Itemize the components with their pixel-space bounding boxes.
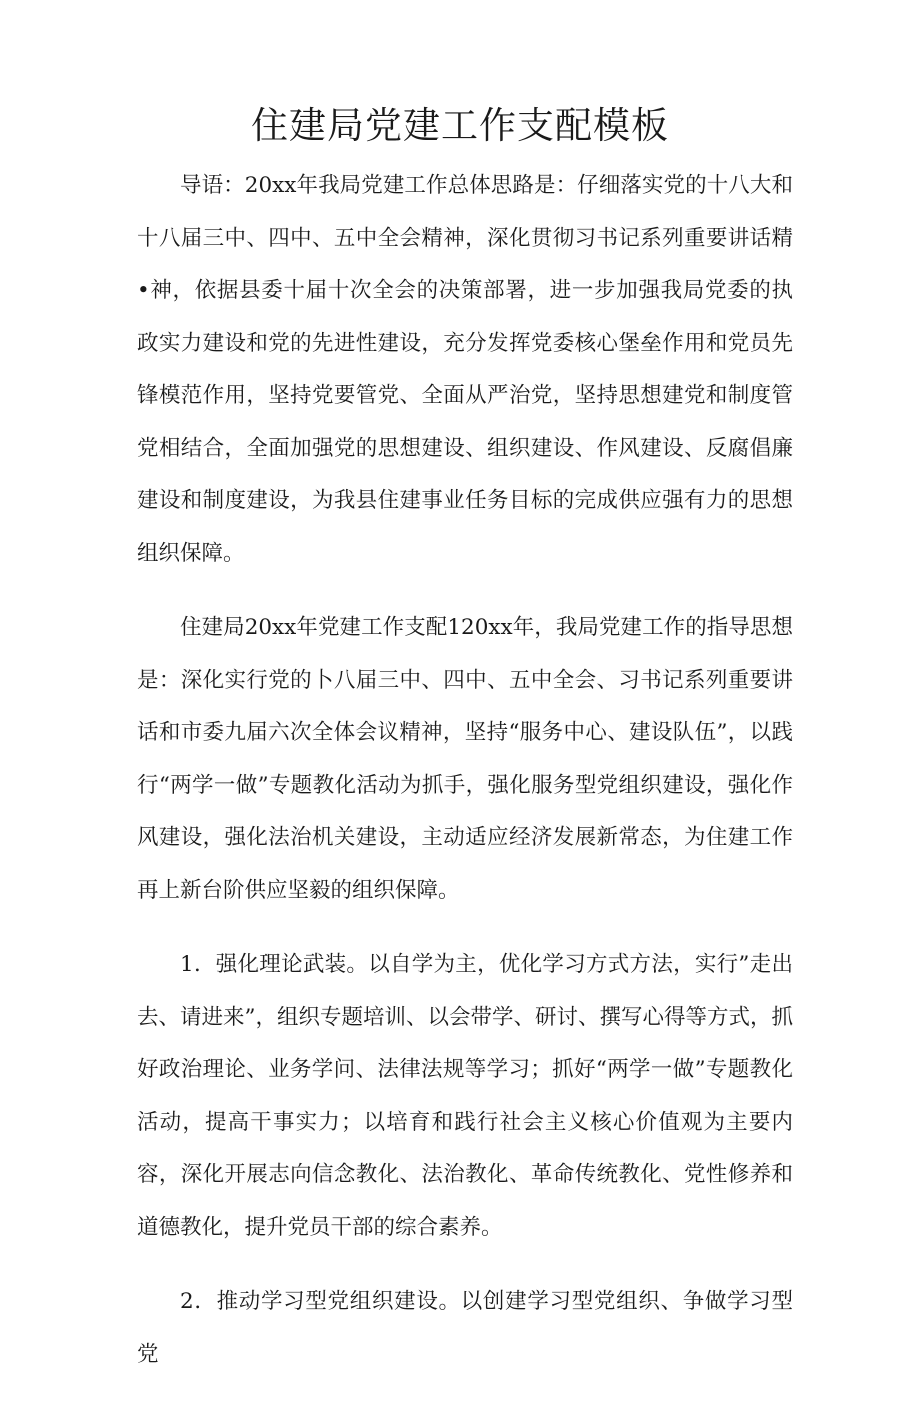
paragraph-intro: 导语：20xx年我局党建工作总体思路是：仔细落实党的十八大和十八届三中、四中、五中全会精神，深化贯彻习书记系列重要讲话精•神，依据县委十届十次全会的决策部署，进一步加强我局党委的执政实力建设和党的先进性建设，充分发挥党委核心堡垒作用和党员先锋模范作用，坚持党要管党、全面从严治党，坚持思想建党和制度管党相结合，全面加强党的思想建设、组织建设、作风建设、反腐倡廉建设和制度建设，为我县住建事业任务目标的完成供应强有力的思想组织保障。 — [137, 173, 793, 566]
paragraph-item-2: 2．推动学习型党组织建设。以创建学习型党组织、争做学习型党 — [137, 1289, 793, 1367]
document-title: 住建局党建工作支配模板 — [251, 104, 669, 147]
document-body — [137, 160, 793, 1403]
paragraph-item-1: 1．强化理论武装。以自学为主，优化学习方式方法，实行”走出去、请进来”，组织专题培训、以会带学、研讨、撰写心得等方式，抓好政治理论、业务学问、法律法规等学习；抓好“两学一做”专题教化活动，提高干事实力；以培育和践行社会主义核心价值观为主要内容，深化开展志向信念教化、法治教化、革命传统教化、党性修养和道德教化，提升党员干部的综合素养。 — [137, 952, 793, 1240]
paragraph-guiding-thought: 住建局20xx年党建工作支配120xx年，我局党建工作的指导思想是：深化实行党的卜八届三中、四中、五中全会、习书记系列重要讲话和市委九届六次全体会议精神，坚持“服务中心、建设队伍”，以践行“两学一做”专题教化活动为抓手，强化服务型党组织建设，强化作风建设，强化法治机关建设，主动适应经济发展新常态，为住建工作再上新台阶供应坚毅的组织保障。 — [137, 615, 793, 903]
